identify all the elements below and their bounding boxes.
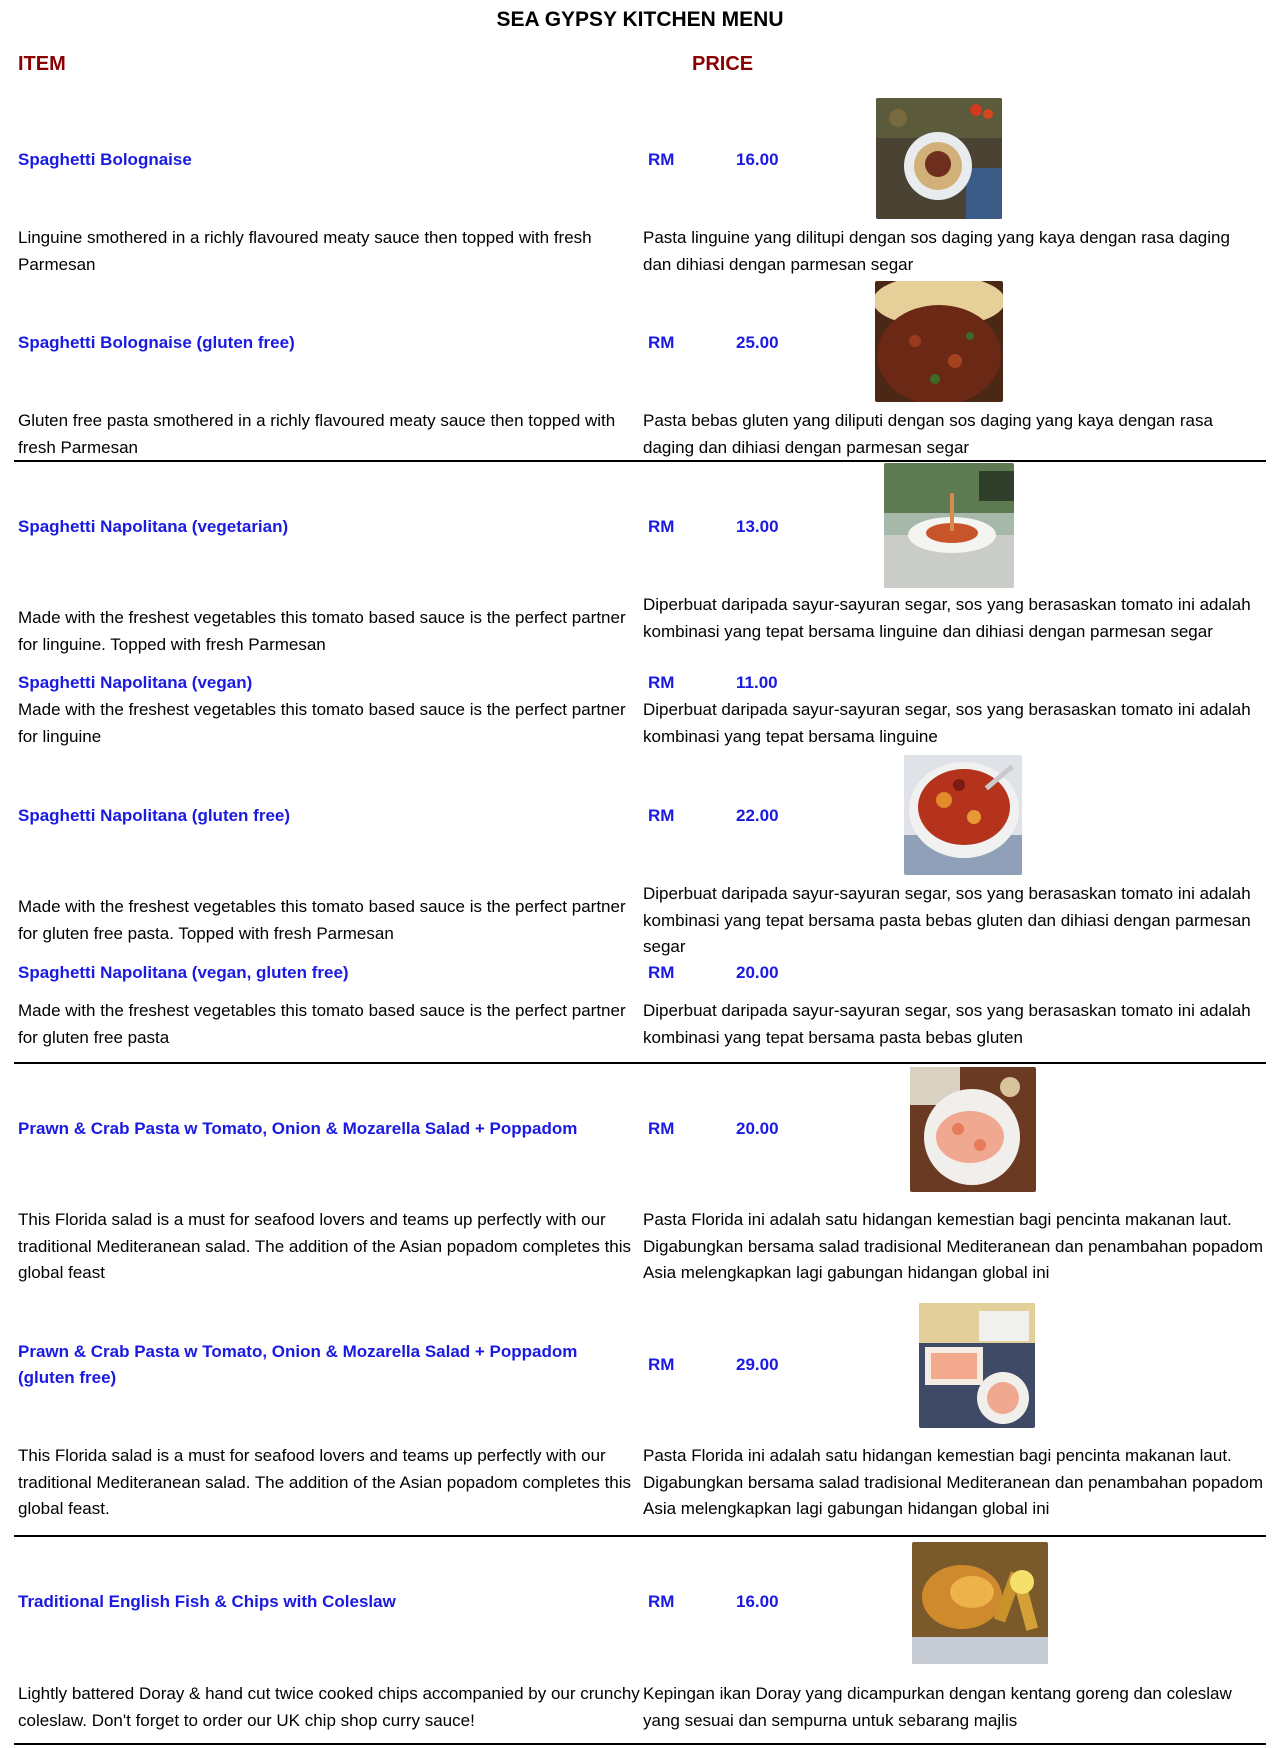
item-description-ms: Pasta bebas gluten yang diliputi dengan sos daging yang kaya dengan rasa daging dan dihiasi dengan parmesan segar bbox=[643, 411, 1213, 457]
prawn-crab-pasta-gluten-free-photo bbox=[919, 1303, 1035, 1428]
item-description-en: Linguine smothered in a richly flavoured meaty sauce then topped with fresh Parmesan bbox=[18, 228, 592, 274]
item-price: 22.00 bbox=[736, 806, 779, 825]
item-description-ms: Pasta Florida ini adalah satu hidangan kemestian bagi pencinta makanan laut. Digabungkan bersama salad tradisional Mediteranean dan penambahan popadom Asia melengkapkan lagi gabungan hidangan global ini bbox=[643, 1446, 1263, 1518]
item-description-ms: Diperbuat daripada sayur-sayuran segar, sos yang berasaskan tomato ini adalah kombinasi yang tepat bersama linguine dan dihiasi dengan parmesan segar bbox=[643, 595, 1251, 641]
currency-label: RM bbox=[648, 1119, 675, 1138]
section-divider bbox=[14, 1743, 1266, 1745]
item-description-ms: Kepingan ikan Doray yang dicampurkan dengan kentang goreng dan coleslaw yang sesuai dan sempurna untuk sebarang majlis bbox=[643, 1684, 1232, 1730]
currency-label: RM bbox=[648, 1592, 675, 1611]
napolitana-vegetarian-photo bbox=[884, 463, 1014, 588]
section-divider bbox=[14, 1535, 1266, 1537]
item-price: 25.00 bbox=[736, 333, 779, 352]
item-price: 11.00 bbox=[736, 673, 778, 692]
item-name: Spaghetti Napolitana (vegan, gluten free) bbox=[18, 963, 349, 982]
item-name: Spaghetti Napolitana (gluten free) bbox=[18, 806, 291, 825]
menu-title: SEA GYPSY KITCHEN MENU bbox=[496, 8, 784, 31]
item-description-en: Made with the freshest vegetables this tomato based sauce is the perfect partner for linguine bbox=[18, 700, 626, 746]
item-price: 16.00 bbox=[736, 150, 779, 169]
item-description-en: Gluten free pasta smothered in a richly flavoured meaty sauce then topped with fresh Parmesan bbox=[18, 411, 616, 457]
item-price: 20.00 bbox=[736, 963, 779, 982]
section-divider bbox=[14, 1062, 1266, 1064]
item-price: 16.00 bbox=[736, 1592, 779, 1611]
item-description-ms: Pasta linguine yang dilitupi dengan sos daging yang kaya dengan rasa daging dan dihiasi dengan parmesan segar bbox=[643, 228, 1230, 274]
item-description-en: Made with the freshest vegetables this tomato based sauce is the perfect partner for gluten free pasta bbox=[18, 1001, 626, 1047]
item-name: Spaghetti Napolitana (vegan) bbox=[18, 673, 253, 692]
item-name: Spaghetti Bolognaise bbox=[18, 150, 192, 169]
item-description-en: This Florida salad is a must for seafood lovers and teams up perfectly with our traditional Mediteranean salad. The addition of the Asian popadom completes this global feast bbox=[18, 1210, 632, 1282]
fish-and-chips-photo bbox=[912, 1542, 1048, 1664]
item-name: Traditional English Fish & Chips with Coleslaw bbox=[18, 1592, 396, 1611]
item-description-ms: Pasta Florida ini adalah satu hidangan kemestian bagi pencinta makanan laut. Digabungkan bersama salad tradisional Mediteranean dan penambahan popadom Asia melengkapkan lagi gabungan hidangan global ini bbox=[643, 1210, 1263, 1282]
currency-label: RM bbox=[648, 673, 675, 692]
item-description-en: Made with the freshest vegetables this tomato based sauce is the perfect partner for linguine. Topped with fresh Parmesan bbox=[18, 608, 626, 654]
item-column-header: ITEM bbox=[18, 53, 66, 75]
item-description-en: Made with the freshest vegetables this tomato based sauce is the perfect partner for gluten free pasta. Topped with fresh Parmesan bbox=[18, 897, 626, 943]
item-price: 29.00 bbox=[736, 1355, 779, 1374]
currency-label: RM bbox=[648, 806, 675, 825]
item-name: Spaghetti Bolognaise (gluten free) bbox=[18, 333, 295, 352]
item-description-ms: Diperbuat daripada sayur-sayuran segar, sos yang berasaskan tomato ini adalah kombinasi yang tepat bersama linguine bbox=[643, 700, 1251, 746]
bolognaise-gluten-free-photo bbox=[875, 281, 1003, 402]
currency-label: RM bbox=[648, 517, 675, 536]
spaghetti-bolognaise-photo bbox=[876, 98, 1002, 219]
prawn-crab-pasta-photo bbox=[910, 1067, 1036, 1192]
currency-label: RM bbox=[648, 1355, 675, 1374]
item-price: 13.00 bbox=[736, 517, 779, 536]
napolitana-gluten-free-photo bbox=[904, 755, 1022, 875]
item-name: Spaghetti Napolitana (vegetarian) bbox=[18, 517, 289, 536]
currency-label: RM bbox=[648, 150, 675, 169]
item-description-ms: Diperbuat daripada sayur-sayuran segar, sos yang berasaskan tomato ini adalah kombinasi yang tepat bersama pasta bebas gluten dan dihiasi dengan parmesan segar bbox=[643, 884, 1251, 956]
section-divider bbox=[14, 460, 1266, 462]
item-description-ms: Diperbuat daripada sayur-sayuran segar, sos yang berasaskan tomato ini adalah kombinasi yang tepat bersama pasta bebas gluten bbox=[643, 1001, 1251, 1047]
item-description-en: This Florida salad is a must for seafood lovers and teams up perfectly with our traditional Mediteranean salad. The addition of the Asian popadom completes this global feast. bbox=[18, 1446, 632, 1518]
item-price: 20.00 bbox=[736, 1119, 779, 1138]
item-name: Prawn & Crab Pasta w Tomato, Onion & Mozarella Salad + Poppadom bbox=[18, 1119, 578, 1138]
currency-label: RM bbox=[648, 963, 675, 982]
price-column-header: PRICE bbox=[692, 53, 754, 75]
currency-label: RM bbox=[648, 333, 675, 352]
item-name: Prawn & Crab Pasta w Tomato, Onion & Mozarella Salad + Poppadom (gluten free) bbox=[18, 1342, 578, 1387]
item-description-en: Lightly battered Doray & hand cut twice cooked chips accompanied by our crunchy coleslaw. Don't forget to order our UK chip shop curry sauce! bbox=[18, 1684, 640, 1730]
